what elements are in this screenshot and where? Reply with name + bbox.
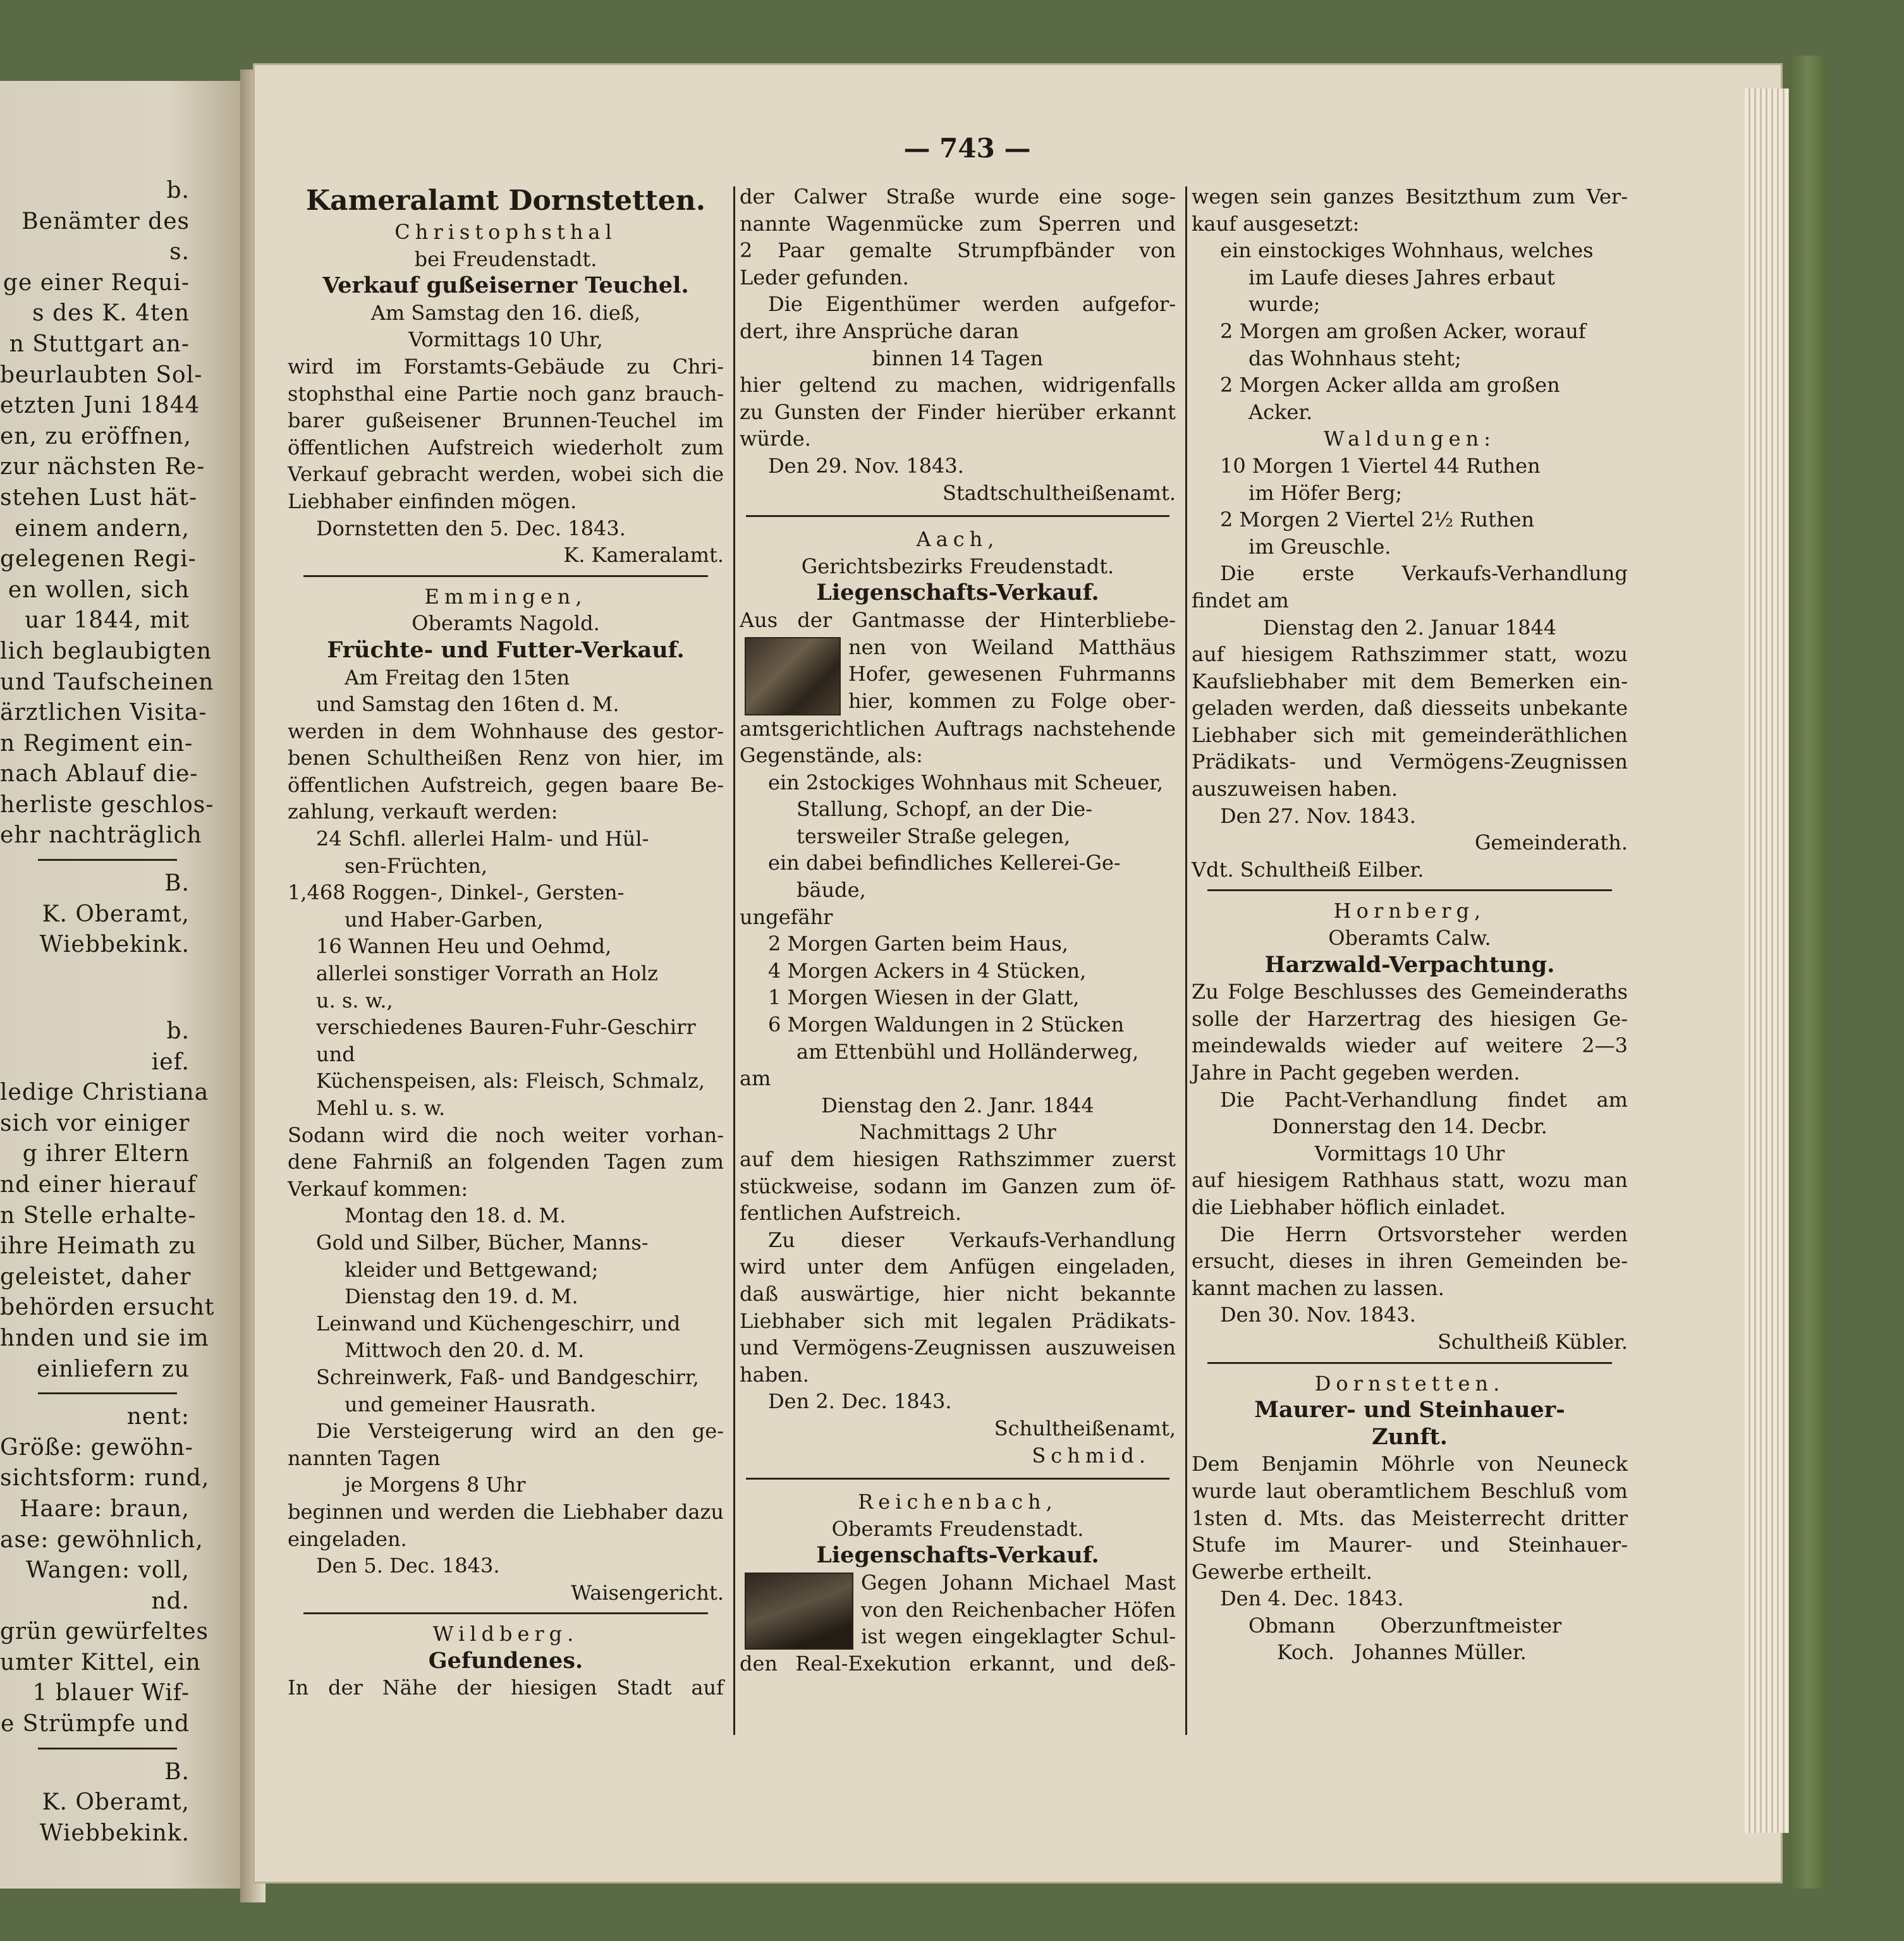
fragment-line: n Stelle erhalte- xyxy=(0,1202,197,1229)
text-line: Stufe im Maurer- und Steinhauer- xyxy=(1192,1533,1628,1557)
text-line: Mittwoch den 20. d. M. xyxy=(345,1338,585,1363)
fragment-line: einem andern, xyxy=(15,515,190,542)
text-line: und Vermögens-Zeugnissen auszuweisen xyxy=(740,1336,1176,1360)
notice-title: Gefundenes. xyxy=(428,1647,583,1674)
fragment-line: b. xyxy=(166,178,190,204)
text-line: Zu dieser Verkaufs-Verhandlung xyxy=(768,1227,1176,1252)
list-item: u. s. w., xyxy=(316,988,393,1013)
list-item: ein dabei befindliches Kellerei-Ge- xyxy=(768,851,1121,875)
text-line: Zu Folge Beschlusses des Gemeinderaths xyxy=(1192,980,1628,1004)
fragment-line: behörden ersucht xyxy=(0,1294,215,1321)
text-line: öffentlichen Aufstreich wiederholt zum xyxy=(288,435,724,459)
notice-title: Harzwald-Verpachtung. xyxy=(1264,951,1555,978)
text-line: Gewerbe ertheilt. xyxy=(1192,1559,1372,1584)
notice-kameralamt xyxy=(288,183,724,569)
fragment-line: s des K. 4ten xyxy=(32,300,190,327)
fragment-line: ge einer Requi- xyxy=(3,269,190,296)
fragment-line: K. Oberamt, xyxy=(42,1789,190,1816)
column-2 xyxy=(740,183,1176,1677)
fragment-line: grün gewürfeltes xyxy=(0,1619,209,1645)
text-line: Die erste Verkaufs-Verhandlung xyxy=(1220,561,1628,586)
notice-place: Christophsthal xyxy=(394,220,617,244)
notice-emmingen xyxy=(288,583,724,1607)
fragment-line: B. xyxy=(164,1758,190,1785)
notice-date: Den 30. Nov. 1843. xyxy=(1220,1303,1416,1327)
notice-date: Den 29. Nov. 1843. xyxy=(768,453,964,478)
notice-divider xyxy=(746,1478,1169,1480)
notice-title: Zunft. xyxy=(1372,1423,1448,1450)
text-line: Gold und Silber, Bücher, Manns- xyxy=(316,1230,649,1255)
list-item: 4 Morgen Ackers in 4 Stücken, xyxy=(768,958,1087,983)
fragment-line: ledige Christiana xyxy=(0,1080,209,1106)
text-line: nannte Wagenmücke zum Sperren und xyxy=(740,211,1176,236)
text-line: Nachmittags 2 Uhr xyxy=(859,1120,1056,1145)
text-line: solle der Harzertrag des hiesigen Ge- xyxy=(1192,1006,1628,1031)
fragment-line: ase: gewöhnlich, xyxy=(0,1526,204,1553)
text-line: Leder gefunden. xyxy=(740,265,909,289)
house-vignette-image xyxy=(745,1573,853,1650)
text-line: barer gußeisener Brunnen-Teuchel im xyxy=(288,408,724,433)
list-item: 2 Morgen 2 Viertel 2½ Ruthen xyxy=(1220,508,1535,532)
notice-district: Oberamts Freudenstadt. xyxy=(831,1516,1084,1541)
text-line: Verkauf gebracht werden, wobei sich die xyxy=(288,462,724,487)
text-line: Liebhaber sich mit gemeinderäthlichen xyxy=(1192,722,1628,747)
fragment-line: stehen Lust hät- xyxy=(0,484,198,511)
notice-reichenbach xyxy=(740,1488,1176,1677)
text-line: binnen 14 Tagen xyxy=(872,346,1044,370)
text-line: Die Versteigerung wird an den ge- xyxy=(316,1419,724,1444)
list-item: Acker. xyxy=(1248,399,1313,424)
notice-signature: K. Kameralamt. xyxy=(563,543,724,568)
fragment-line: zur nächsten Re- xyxy=(0,454,205,480)
text-line: von den Reichenbacher Höfen xyxy=(861,1597,1176,1622)
text-line: Sodann wird die noch weiter vorhan- xyxy=(288,1123,724,1147)
list-item: sen-Früchten, xyxy=(345,853,487,878)
fragment-line: herliste geschlos- xyxy=(0,791,214,818)
notice-place: Emmingen, xyxy=(424,584,587,609)
text-line: geladen werden, daß diesseits unbekante xyxy=(1192,696,1628,721)
text-line: Prädikats- und Vermögens-Zeugnissen xyxy=(1192,750,1628,774)
fragment-line: beurlaubten Sol- xyxy=(0,362,203,388)
list-item: 10 Morgen 1 Viertel 44 Ruthen xyxy=(1220,453,1541,478)
text-line: Aus der Gantmasse der Hinterbliebe- xyxy=(740,607,1176,632)
text-line: Dienstag den 2. Janr. 1844 xyxy=(821,1093,1094,1117)
fragment-line: nd. xyxy=(151,1588,190,1614)
column-1 xyxy=(288,183,724,1701)
text-line: Die Herrn Ortsvorsteher werden xyxy=(1220,1222,1628,1246)
text-line: ersucht, dieses in ihren Gemeinden be- xyxy=(1192,1249,1628,1274)
text-line: Jahre in Pacht gegeben werden. xyxy=(1192,1061,1520,1085)
notice-dornstetten-guild xyxy=(1192,1370,1628,1667)
text-line: 2 Paar gemalte Strumpfbänder von xyxy=(740,238,1176,263)
list-item: ein 2stockiges Wohnhaus mit Scheuer, xyxy=(768,770,1164,794)
fragment-line: etzten Juni 1844 xyxy=(0,392,200,419)
notice-signature: Waisengericht. xyxy=(571,1580,724,1605)
text-line: Am Freitag den 15ten xyxy=(345,665,570,690)
text-line: benen Schultheißen Renz von hier, im xyxy=(288,746,724,770)
text-line: wird unter dem Anfügen eingeladen, xyxy=(740,1255,1176,1279)
notice-aach xyxy=(740,526,1176,1469)
notice-signature: Schultheißenamt, xyxy=(994,1416,1176,1440)
fragment-line: geleistet, daher xyxy=(0,1263,192,1290)
book-cover-edge xyxy=(1789,56,1827,1889)
text-line: auf hiesigem Rathhaus statt, wozu man xyxy=(1192,1168,1628,1193)
text-line: auf dem hiesigen Rathszimmer zuerst xyxy=(740,1147,1176,1171)
left-page xyxy=(0,81,240,1889)
fragment-line: ehr nachträglich xyxy=(0,822,202,849)
text-line: Am Samstag den 16. dieß, xyxy=(370,300,641,325)
fragment-line: Benämter des xyxy=(21,208,190,234)
notice-date: Dornstetten den 5. Dec. 1843. xyxy=(316,516,626,540)
page-number: — 743 — xyxy=(903,133,1031,164)
text-line: Schreinwerk, Faß- und Bandgeschirr, xyxy=(316,1365,699,1389)
notice-district: Oberamts Calw. xyxy=(1328,926,1491,951)
notice-office: Kameralamt Dornstetten. xyxy=(305,185,706,217)
text-line: haben. xyxy=(740,1362,809,1387)
text-line: und Samstag den 16ten d. M. xyxy=(316,692,619,717)
fragment-line: nd einer hierauf xyxy=(0,1171,197,1198)
list-item: 2 Morgen Acker allda am großen xyxy=(1220,373,1560,398)
list-item: am Ettenbühl und Holländerweg, xyxy=(796,1039,1139,1064)
notice-signature: Schultheiß Kübler. xyxy=(1437,1329,1628,1354)
fragment-line: ihre Heimath zu xyxy=(0,1233,197,1260)
fragment-divider xyxy=(38,1748,177,1749)
text-line: daß auswärtige, hier nicht bekannte xyxy=(740,1281,1176,1306)
list-item: 16 Wannen Heu und Oehmd, xyxy=(316,934,612,959)
text-line: kauf ausgesetzt: xyxy=(1192,211,1360,236)
text-line: Montag den 18. d. M. xyxy=(345,1203,566,1228)
text-line: dene Fahrniß an folgenden Tagen zum xyxy=(288,1150,724,1174)
notice-hornberg xyxy=(1192,897,1628,1355)
fragment-line: s. xyxy=(169,239,190,265)
text-line: der Calwer Straße wurde eine soge- xyxy=(740,185,1176,209)
notice-date: Den 2. Dec. 1843. xyxy=(768,1389,952,1414)
list-item: allerlei sonstiger Vorrath an Holz xyxy=(316,961,658,986)
notice-title: Liegenschafts-Verkauf. xyxy=(816,580,1099,606)
text-line: Vormittags 10 Uhr, xyxy=(408,327,603,352)
fragment-line: nach Ablauf die- xyxy=(0,761,198,788)
text-line: Verkauf kommen: xyxy=(288,1176,468,1201)
notice-place: Reichenbach, xyxy=(858,1490,1058,1514)
text-line: Hofer, gewesenen Fuhrmanns xyxy=(848,662,1176,686)
fragment-line: 1 blauer Wif- xyxy=(32,1680,190,1707)
text-line: Die Eigenthümer werden aufgefor- xyxy=(768,292,1176,317)
text-line: Liebhaber sich mit legalen Prädikats- xyxy=(740,1308,1176,1333)
woods-heading: Waldungen: xyxy=(1324,427,1496,451)
list-item: 1,468 Roggen-, Dinkel-, Gersten- xyxy=(288,880,625,905)
fragment-line: sichtsform: rund, xyxy=(0,1465,210,1492)
text-line: würde. xyxy=(740,427,811,451)
list-item: im Greuschle. xyxy=(1248,534,1391,559)
text-line: Leinwand und Küchengeschirr, und xyxy=(316,1311,681,1336)
text-line: die Liebhaber höflich einladet. xyxy=(1192,1195,1506,1219)
fragment-divider xyxy=(38,1392,177,1394)
notice-title: Liegenschafts-Verkauf. xyxy=(816,1542,1099,1569)
notice-wildberg xyxy=(288,1621,724,1701)
text-line: auszuweisen haben. xyxy=(1192,777,1398,801)
page-edges xyxy=(1745,88,1789,1833)
text-line: Kaufsliebhaber mit dem Bemerken ein- xyxy=(1192,669,1628,693)
list-item: 1 Morgen Wiesen in der Glatt, xyxy=(768,985,1080,1010)
text-line: stückweise, sodann im Ganzen zum öf- xyxy=(740,1174,1176,1198)
fragment-line: Wiebbekink. xyxy=(39,1820,190,1846)
notice-signature: Obmann Oberzunftmeister xyxy=(1248,1613,1562,1638)
text-line: und gemeiner Hausrath. xyxy=(345,1392,596,1416)
list-item: bäude, xyxy=(796,878,866,903)
notice-signature: Gemeinderath. xyxy=(1474,831,1628,855)
fragment-line: gelegenen Regi- xyxy=(0,546,197,573)
fragment-line: g ihrer Eltern xyxy=(22,1141,190,1167)
left-page-fragment-bottom xyxy=(0,1016,215,1849)
list-item: Stallung, Schopf, an der Die- xyxy=(796,797,1093,822)
list-item: 2 Morgen am großen Acker, worauf xyxy=(1220,319,1586,343)
list-item: am xyxy=(740,1066,771,1091)
text-line: eingeladen. xyxy=(288,1526,407,1551)
text-line: kannt machen zu lassen. xyxy=(1192,1275,1444,1300)
text-line: Donnerstag den 14. Decbr. xyxy=(1272,1114,1547,1139)
list-item: und xyxy=(316,1042,355,1066)
notice-title: Verkauf gußeiserner Teuchel. xyxy=(322,272,689,299)
fragment-line: nent: xyxy=(126,1404,190,1430)
fragment-line: ärztlichen Visita- xyxy=(0,700,207,726)
fragment-line: Größe: gewöhn- xyxy=(0,1434,193,1461)
text-line: nen von Weiland Matthäus xyxy=(848,635,1176,659)
text-line: wegen sein ganzes Besitzthum zum Ver- xyxy=(1192,185,1628,209)
list-item: verschiedenes Bauren-Fuhr-Geschirr xyxy=(316,1015,696,1040)
notice-place: Wildberg. xyxy=(432,1622,579,1646)
text-line: amtsgerichtlichen Auftrags nachstehende xyxy=(740,716,1176,741)
left-page-fragment-top xyxy=(0,176,214,961)
fragment-line: lich beglaubigten xyxy=(0,638,212,664)
fragment-line: n Stuttgart an- xyxy=(9,331,190,357)
text-line: zahlung, verkauft werden: xyxy=(288,800,558,824)
fragment-line: sich vor einiger xyxy=(0,1110,190,1136)
list-item: das Wohnhaus steht; xyxy=(1248,346,1462,370)
fragment-line: uar 1844, mit xyxy=(25,607,190,634)
fragment-line: umter Kittel, ein xyxy=(0,1649,201,1676)
text-line: findet am xyxy=(1192,588,1289,612)
list-item: im Laufe dieses Jahres erbaut xyxy=(1248,265,1555,289)
notice-signature: Vdt. Schultheiß Eilber. xyxy=(1192,857,1424,882)
list-item: 6 Morgen Waldungen in 2 Stücken xyxy=(768,1013,1125,1037)
text-line: nannten Tagen xyxy=(288,1445,441,1470)
fragment-line: B. xyxy=(164,870,190,897)
notice-district: Gerichtsbezirks Freudenstadt. xyxy=(801,554,1114,578)
text-line: Gegen Johann Michael Mast xyxy=(861,1570,1176,1595)
text-line: Dienstag den 19. d. M. xyxy=(345,1284,578,1309)
list-item: wurde; xyxy=(1248,292,1321,317)
fragment-line: Haare: braun, xyxy=(20,1495,190,1522)
text-line: öffentlichen Aufstreich, gegen baare Be- xyxy=(288,772,724,797)
fragment-line: hnden und sie im xyxy=(0,1325,209,1351)
text-line: Liebhaber einfinden mögen. xyxy=(288,489,577,513)
fragment-line: und Taufscheinen xyxy=(0,669,214,695)
column-rule xyxy=(733,186,735,1735)
text-line: ist wegen eingeklagter Schul- xyxy=(861,1624,1176,1649)
notice-date: Den 4. Dec. 1843. xyxy=(1220,1586,1404,1611)
list-item: 24 Schfl. allerlei Halm- und Hül- xyxy=(316,827,649,851)
notice-signature: Stadtschultheißenamt. xyxy=(942,480,1176,505)
notice-signature-name: Schmid. xyxy=(1032,1443,1150,1468)
text-line: werden in dem Wohnhause des gestor- xyxy=(288,719,724,743)
text-line: beginnen und werden die Liebhaber dazu xyxy=(288,1499,724,1524)
text-line: hier, kommen zu Folge ober- xyxy=(848,688,1176,713)
notice-divider xyxy=(746,515,1169,517)
fragment-line: en, zu eröffnen, xyxy=(0,423,192,449)
list-item: 2 Morgen Garten beim Haus, xyxy=(768,932,1068,956)
text-line: den Real-Exekution erkannt, und deß- xyxy=(740,1651,1176,1676)
text-line: auf hiesigem Rathszimmer statt, wozu xyxy=(1192,642,1628,667)
notice-subplace: bei Freudenstadt. xyxy=(414,246,597,271)
notice-title: Früchte- und Futter-Verkauf. xyxy=(327,636,685,663)
notice-wildberg-continued xyxy=(740,183,1176,506)
list-item: ungefähr xyxy=(740,904,833,929)
text-line: stophsthal eine Partie noch ganz brauch- xyxy=(288,381,724,406)
text-line: Vormittags 10 Uhr xyxy=(1314,1141,1505,1165)
notice-divider xyxy=(303,575,708,577)
fragment-line: ief. xyxy=(151,1049,190,1075)
text-line: kleider und Bettgewand; xyxy=(345,1257,599,1282)
list-item: Küchenspeisen, als: Fleisch, Schmalz, xyxy=(316,1069,705,1093)
notice-reichenbach-continued xyxy=(1192,183,1628,883)
notice-divider xyxy=(303,1612,708,1614)
text-line: 1sten d. Mts. das Meisterrecht dritter xyxy=(1192,1506,1628,1530)
list-item: Mehl u. s. w. xyxy=(316,1096,446,1120)
fragment-line: b. xyxy=(166,1018,190,1044)
text-line: hier geltend zu machen, widrigenfalls xyxy=(740,373,1176,398)
fragment-line: en wollen, sich xyxy=(8,576,190,603)
list-item: ein einstockiges Wohnhaus, welches xyxy=(1220,238,1594,263)
list-item: und Haber-Garben, xyxy=(345,907,544,932)
fragment-line: einliefern zu xyxy=(37,1356,190,1382)
fragment-line: Wiebbekink. xyxy=(39,932,190,958)
column-rule xyxy=(1185,186,1187,1735)
house-vignette-image xyxy=(745,637,841,715)
text-line: Gegenstände, als: xyxy=(740,743,923,768)
text-line: wurde laut oberamtlichem Beschluß vom xyxy=(1192,1478,1628,1503)
notice-district: Oberamts Nagold. xyxy=(412,611,600,636)
notice-title: Maurer- und Steinhauer- xyxy=(1254,1397,1565,1423)
text-line: dert, ihre Ansprüche daran xyxy=(740,319,1019,343)
text-line: meindewalds wieder auf weitere 2—3 xyxy=(1192,1033,1628,1058)
text-line: je Morgens 8 Uhr xyxy=(345,1473,526,1497)
notice-place: Aach, xyxy=(916,527,999,552)
notice-divider xyxy=(1207,889,1612,891)
text-line: Die Pacht-Verhandlung findet am xyxy=(1220,1087,1628,1112)
notice-divider xyxy=(1207,1362,1612,1364)
fragment-line: Wangen: voll, xyxy=(25,1557,190,1584)
text-line: fentlichen Aufstreich. xyxy=(740,1201,961,1226)
notice-date: Den 27. Nov. 1843. xyxy=(1220,803,1416,828)
notice-date: Den 5. Dec. 1843. xyxy=(316,1554,500,1578)
notice-place: Dornstetten. xyxy=(1314,1371,1505,1396)
text-line: zu Gunsten der Finder hierüber erkannt xyxy=(740,399,1176,424)
fragment-divider xyxy=(38,859,177,861)
text-line: Dienstag den 2. Januar 1844 xyxy=(1262,615,1557,640)
fragment-line: n Regiment ein- xyxy=(0,730,193,757)
text-line: wird im Forstamts-Gebäude zu Chri- xyxy=(288,354,724,379)
column-3 xyxy=(1192,183,1628,1666)
notice-place: Hornberg, xyxy=(1333,899,1486,923)
text-line: In der Nähe der hiesigen Stadt auf xyxy=(288,1676,724,1700)
fragment-line: K. Oberamt, xyxy=(42,901,190,927)
fragment-line: e Strümpfe und xyxy=(1,1711,190,1737)
text-line: Dem Benjamin Möhrle von Neuneck xyxy=(1192,1452,1628,1476)
notice-signature: Koch. Johannes Müller. xyxy=(1277,1640,1527,1665)
list-item: tersweiler Straße gelegen, xyxy=(796,824,1071,848)
list-item: im Höfer Berg; xyxy=(1248,480,1403,505)
